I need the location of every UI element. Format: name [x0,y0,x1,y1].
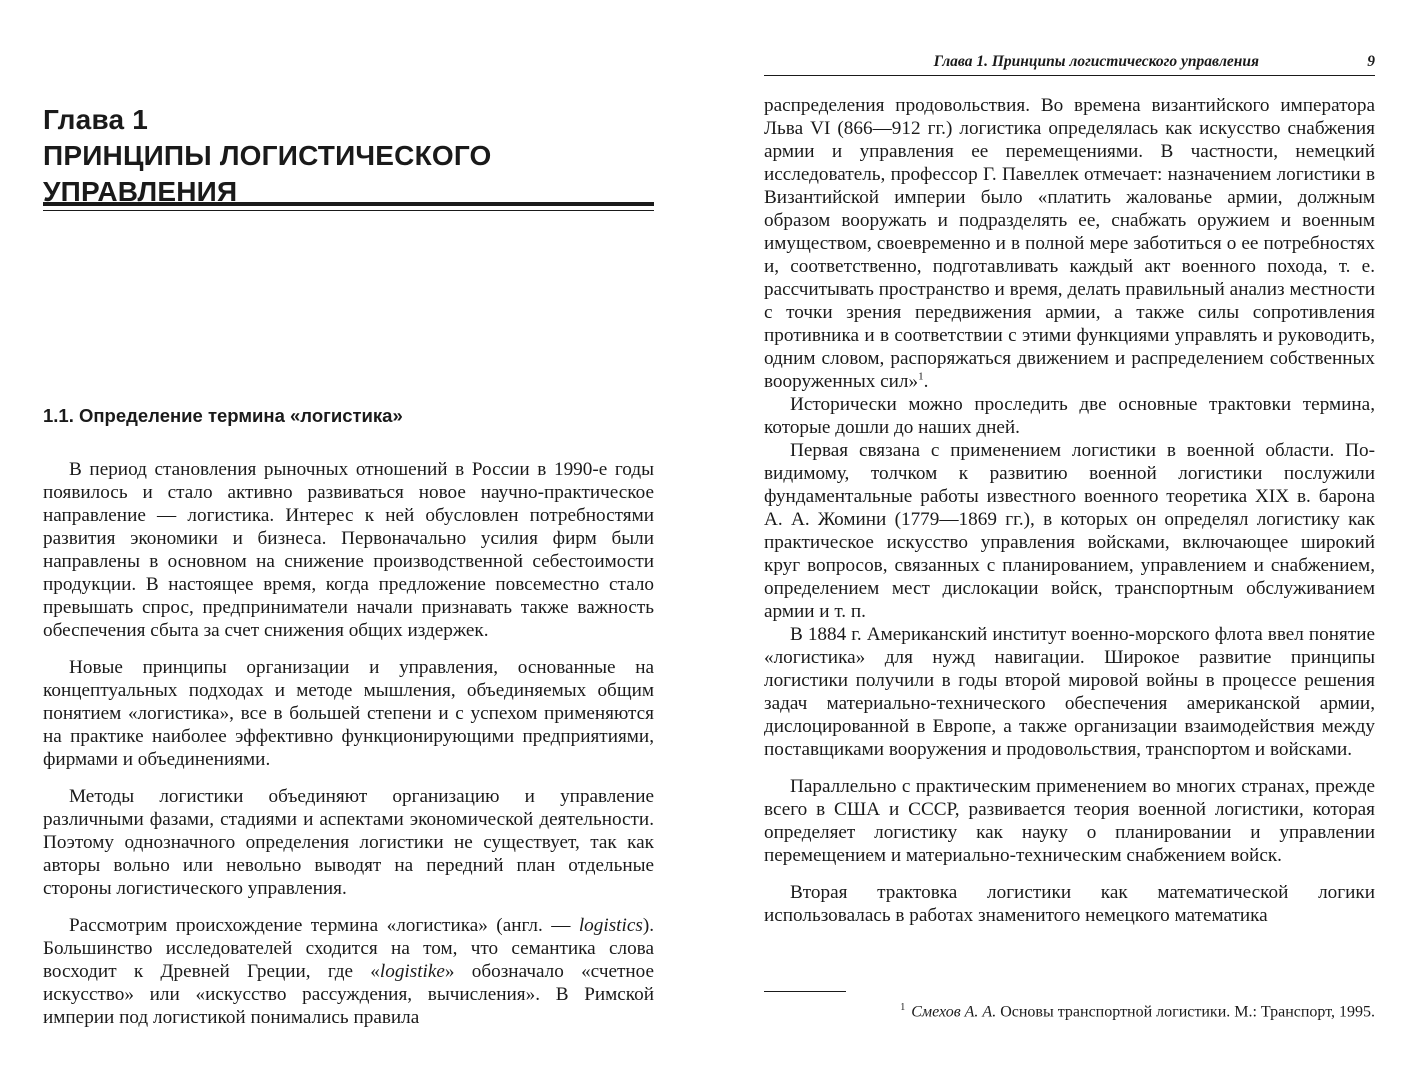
text-span: . [923,371,929,392]
right-page [764,0,1375,1080]
left-body-text [43,458,654,1029]
paragraph: Исторически можно проследить две основные трактовки термина, которые дошли до наших дней. [764,394,1375,438]
running-header-title: Глава 1. Принципы логистического управления [933,53,1259,70]
text-span: Рассмотрим происхождение термина «логистика» (англ. — [69,915,579,936]
paragraph: Методы логистики объединяют организацию и управление различными фазами, стадиями и аспектами экономической деятельности. Поэтому однозначного определения логистики не существует, так как авторы вольно или невольно выводят на передний план отдельные стороны логистического управления. [43,786,654,899]
chapter-divider [43,202,654,211]
paragraph: В 1884 г. Американский институт военно-морского флота ввел понятие «логистика» для нужд навигации. Широкое развитие принципы логистики получили в годы второй мировой войны в процессе решения задач материально-технического обеспечения американской армии, дислоцированной в Европе, а также организации взаимодействия между поставщиками вооружения и продовольствия, транспортом и войсками. [764,624,1375,760]
right-body-text [764,94,1375,927]
page-number: 9 [1367,53,1375,70]
paragraph: Первая связана с применением логистики в военной области. По-видимому, толчком к развитию военной логистики послужили фундаментальные работы известного военного теоретика XIX в. барона А. А. Жомини (1779—1869 гг.), в которых он определял логистику как практическое искусство управления войсками, включающее широкий круг вопросов, связанных с планированием, управлением и снабжением, определением мест дислокации войск, транспортным обслуживанием армии и т. п. [764,440,1375,622]
text-span: » обозначало «счетное искусство» или «искусство рассуждения, вычисления». В Римской империи под логистикой понимались правила [43,961,654,1028]
paragraph: Параллельно с практическим применением во многих странах, прежде всего в США и СССР, развивается теория военной логистики, которая определяет логистику как науку о планировании и управлении перемещением и материально-техническим снабжением войск. [764,776,1375,866]
paragraph: Вторая трактовка логистики как математической логики использовалась в работах знаменитого немецкого математика [764,882,1375,926]
footnote-author: Смехов А. А. [911,1003,997,1021]
chapter-label: Глава 1 [43,104,149,135]
footnote-number: 1 [900,1002,906,1013]
footnote-reference[interactable]: 1 [918,370,924,383]
chapter-title: ПРИНЦИПЫ ЛОГИСТИЧЕСКОГО УПРАВЛЕНИЯ [43,140,492,207]
chapter-heading [43,102,654,210]
footnote-divider [764,991,846,992]
paragraph: В период становления рыночных отношений в России в 1990-е годы появилось и стало активно развиваться новое научно-практическое направление — логистика. Интерес к ней обусловлен потребностями развития экономики и бизнеса. Первоначально усилия фирм были направлены в основном на снижение производственной себестоимости продукции. В настоящее время, когда предложение повсеместно стало превышать спрос, предприниматели начали признавать также важность обеспечения сбыта за счет снижения общих издержек. [43,459,654,641]
left-page [43,0,654,1080]
text-span: распределения продовольствия. Во времена византийского императора Льва VI (866—912 гг.) логистика определялась как искусство снабжения армии и управления ее перемещениями. В частности, немецкий исследователь, профессор Г. Павеллек отмечает: назначением логистики в Византийской империи было «платить жалованье армии, должным образом вооружать и подразделять ее, снабжать оружием и военным имуществом, своевременно и в полной мере заботиться о ее потребностях и, соответственно, подготавливать каждый акт военного похода, т. е. рассчитывать пространство и время, делать правильный анализ местности с точки зрения передвижения армии, а также силы сопротивления противника и в соответствии с этими функциями управлять и руководить, одним словом, распоряжаться движением и распределением собственных вооруженных сил» [764,95,1375,392]
paragraph: Новые принципы организации и управления, основанные на концептуальных подходах и методе мышления, объединяемых общим понятием «логистика», все в большей степени и с успехом применяются на практике наиболее эффективно функционирующими предприятиями, фирмами и объединениями. [43,657,654,770]
paragraph [764,94,1375,393]
italic-term: logistics [578,915,643,936]
running-header [764,51,1375,76]
footnote [764,998,1375,1022]
paragraph [43,914,654,1029]
italic-term: logistike [379,961,445,982]
text-span: ). Большинство исследователей сходится на том, что семантика слова восходит к Древней Греции, где « [43,915,654,982]
section-heading: 1.1. Определение термина «логистика» [43,405,403,426]
footnote-text: Основы транспортной логистики. М.: Транспорт, 1995. [996,1003,1375,1021]
